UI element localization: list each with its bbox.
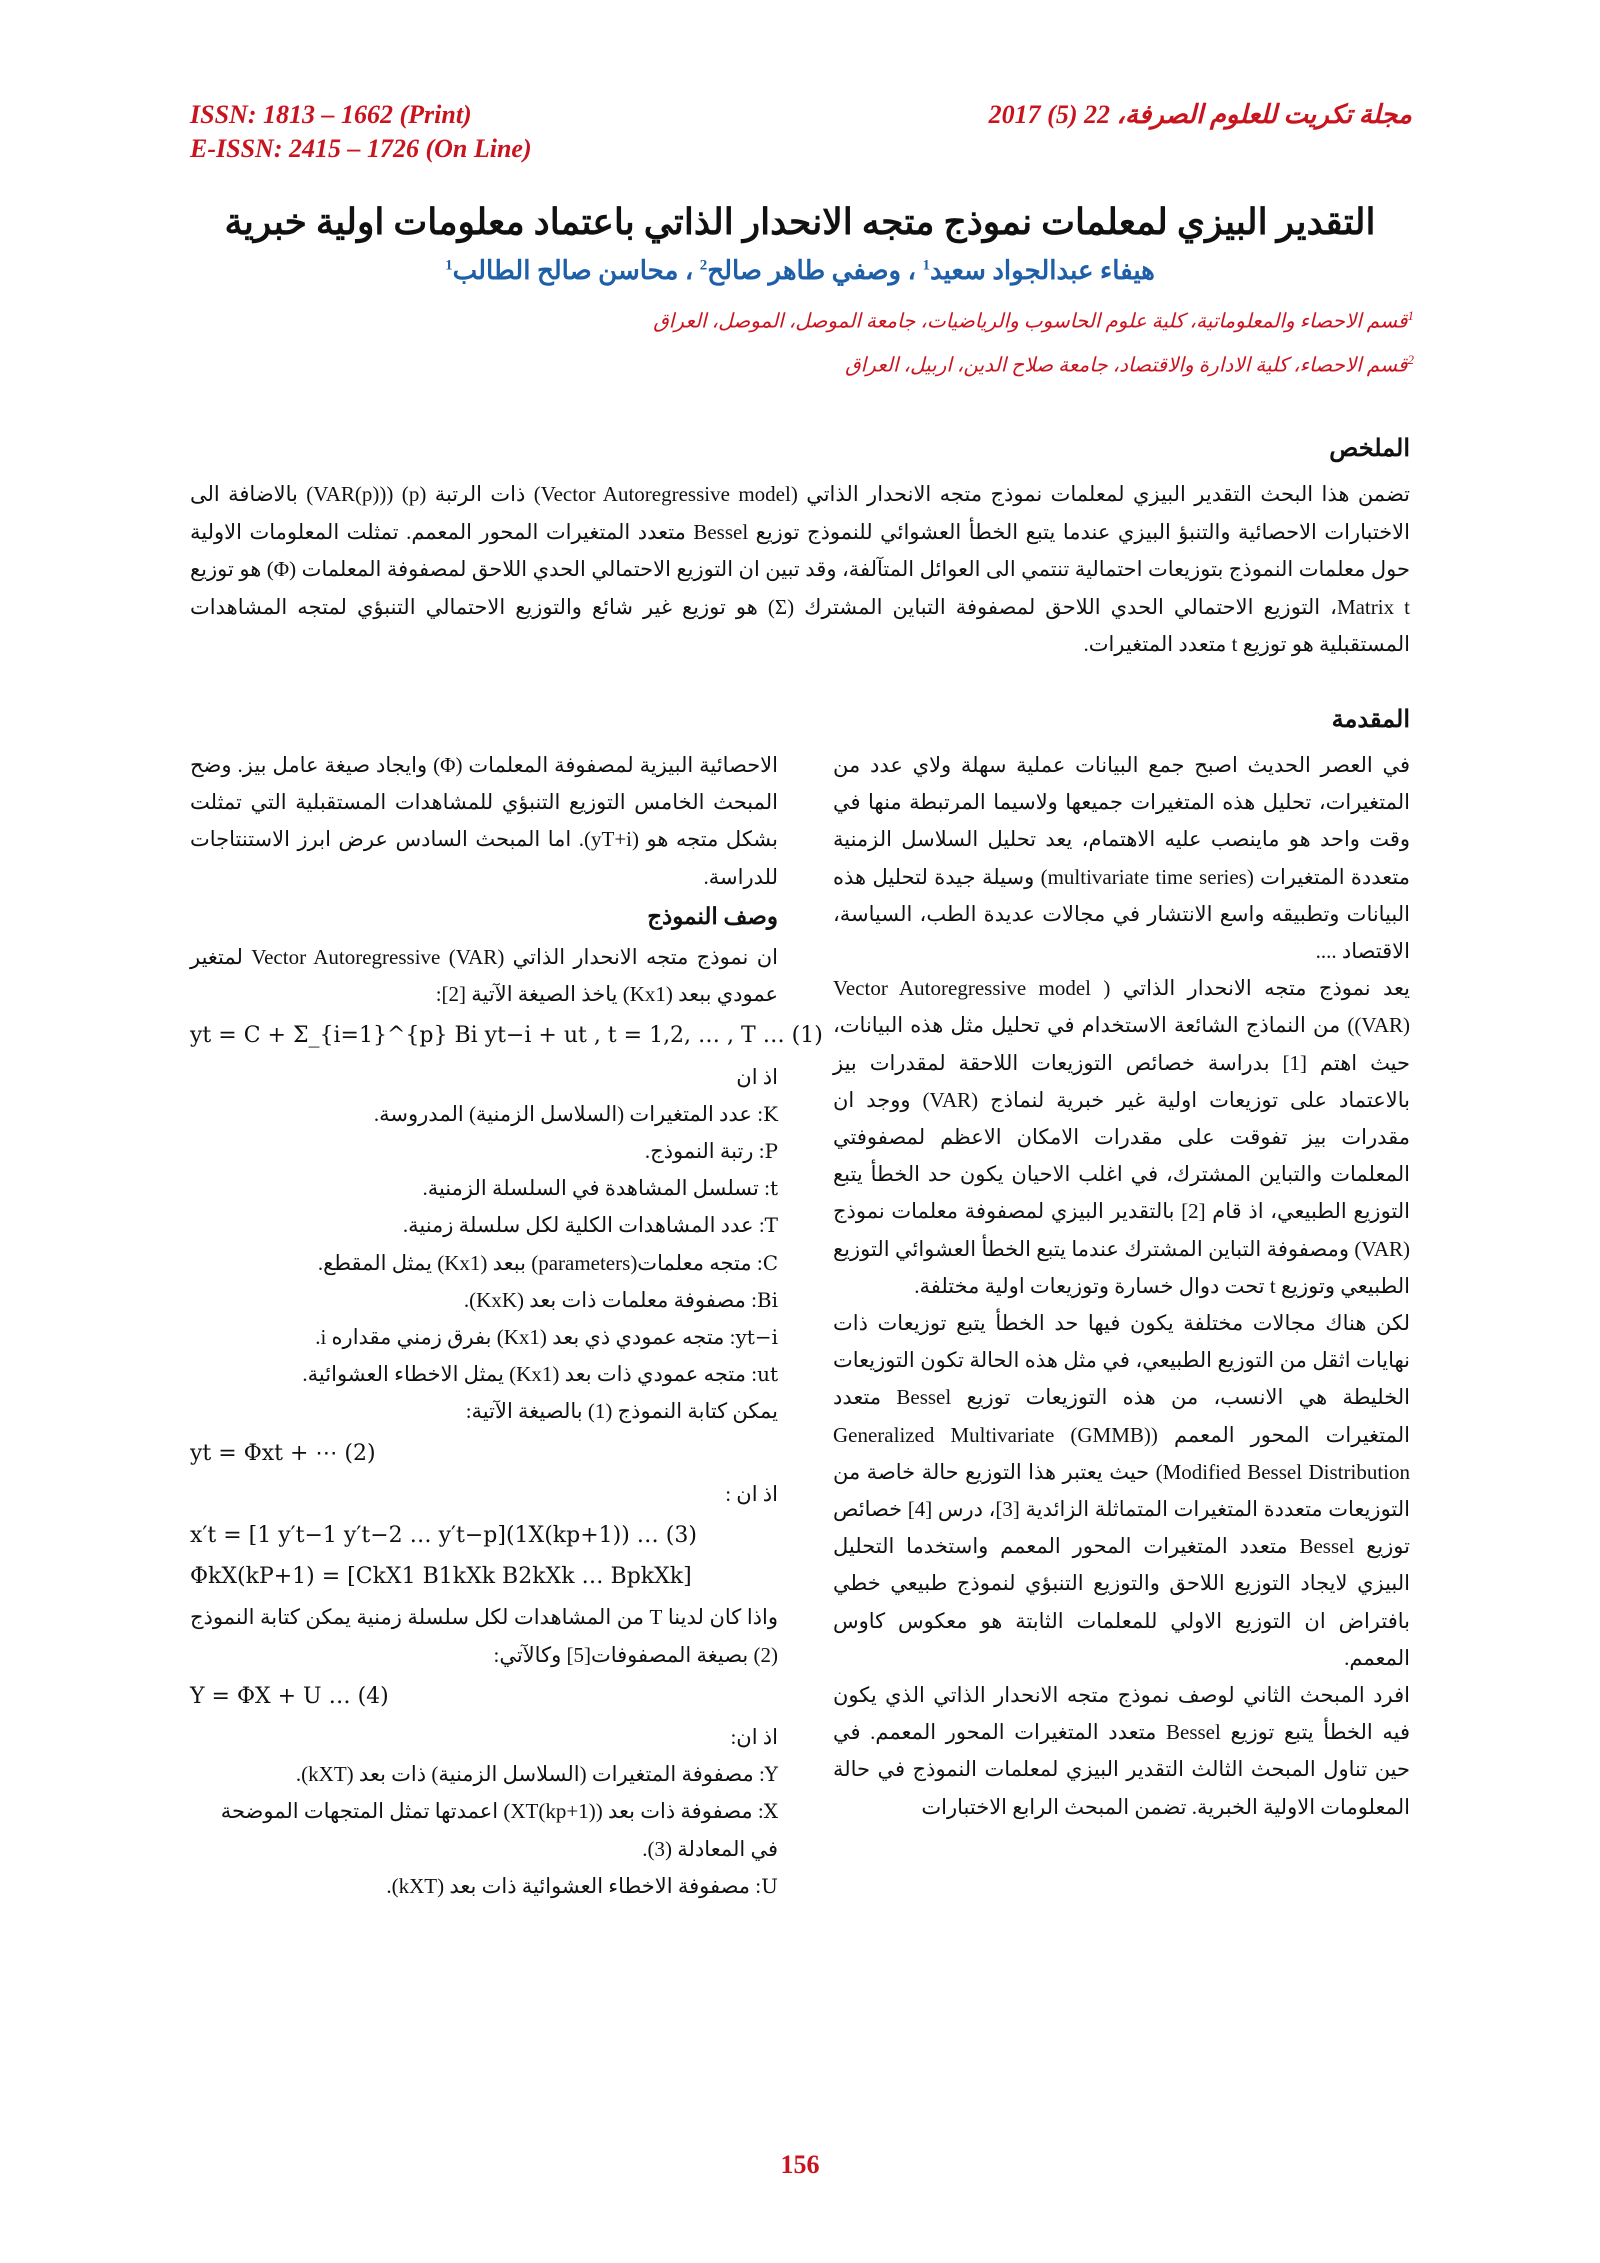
author-1: هيفاء عبدالجواد سعيد <box>930 256 1155 285</box>
equation-3b: ΦkX(kP+1) = [CkX1 B1kXk B2kXk … BpkXk] <box>190 1564 692 1590</box>
journal-citation: مجلة تكريت للعلوم الصرفة، 22 (5) 2017 <box>988 100 1412 129</box>
equation-1: yt = C + Σ_{i=1}^{p} Bi yt−i + ut , t = 1,2, … , T … (1) <box>190 1023 823 1049</box>
author-1-affil: 1 <box>922 257 931 274</box>
author-3-affil: 1 <box>445 257 453 274</box>
definition-symbol: X <box>763 1799 778 1824</box>
definition-text: : رتبة النموذج. <box>644 1139 765 1164</box>
intro-paragraph-1: في العصر الحديث اصبح جمع البيانات عملية سهلة ولاي عدد من المتغيرات، تحليل هذه المتغيرات جميعها ولاسيما المرتبطة منها في وقت واحد هو ماينصب عليه الاهتمام، يعد تحليل السلاسل الزمنية متعددة المتغيرات (multivariate time series) وسيلة جيدة لتحليل هذه البيانات وتطبيقه واسع الانتشار في مجالات عديدة الطب، السياسة، الاقتصاد .... <box>833 753 1410 964</box>
definition-symbol: Y <box>764 1762 778 1787</box>
where-label-2: اذ ان : <box>725 1481 778 1506</box>
definition-item <box>190 1319 778 1356</box>
where-label-1: اذ ان <box>736 1064 778 1089</box>
rewrite-text: يمكن كتابة النموذج (1) بالصيغة الآتية: <box>465 1399 778 1424</box>
definition-text: : مصفوفة ذات بعد ((kp+1)XT) اعمدتها تمثل المتجهات الموضحة في المعادلة (3). <box>220 1799 778 1861</box>
right-column <box>833 747 1410 1826</box>
author-2-affil: 2 <box>699 257 708 274</box>
intro-paragraph-4: افرد المبحث الثاني لوصف نموذج متجه الانحدار الذاتي الذي يكون فيه الخطأ يتبع توزيع Bessel متعدد المتغيرات المحور المعمم. في حين تناول المبحث الثالث التقدير البيزي لمعلمات النموذج في حالة المعلومات الاولية الخبرية. تضمن المبحث الرابع الاختبارات <box>833 1683 1410 1819</box>
definition-item <box>190 1170 778 1207</box>
definition-symbol: t <box>769 1176 778 1201</box>
affiliation-1 <box>653 308 1414 334</box>
paper-title: التقدير البيزي لمعلمات نموذج متجه الانحدار الذاتي باعتماد معلومات اولية خبرية <box>224 202 1376 242</box>
definition-symbol: Bi <box>756 1287 778 1312</box>
author-2: وصفي طاهر صالح <box>707 256 902 285</box>
left-column <box>190 747 823 1905</box>
intro-paragraph-3: لكن هناك مجالات مختلفة يكون فيها حد الخطأ يتبع توزيعات ذات نهايات اثقل من التوزيع الطبيعي، في مثل هذه الحالة تكون التوزيعات الخليطة هي الانسب، من هذه التوزيعات توزيع Bessel متعدد المتغيرات المحور المعمم ((GMMB) Generalized Multivariate Modified Bessel Distribution) حيث يعتبر هذا التوزيع حالة خاصة من التوزيعات متعددة المتغيرات المتماثلة الزائدية [3]، درس [4] خصائص توزيع Bessel متعدد المتغيرات المحور المعمم واستخدما التحليل البيزي لايجاد التوزيع اللاحق والتوزيع التنبؤي لنموذج طبيعي خطي بافتراض ان التوزيع الاولي للمعلمات الثابتة هو معكوس كاوس المعمم. <box>833 1311 1411 1670</box>
definition-text: : متجه عمودي ذي بعد (Kx1) بفرق زمني مقداره i. <box>315 1325 736 1350</box>
definition-symbol: yt−i <box>735 1325 778 1350</box>
page-number: 156 <box>780 2150 820 2179</box>
definition-symbol: U <box>761 1873 778 1898</box>
definitions-list-2 <box>190 1756 778 1905</box>
definition-item <box>190 1282 778 1319</box>
definition-symbol: C <box>762 1250 778 1275</box>
definition-item <box>190 1096 778 1133</box>
definition-text: : عدد المشاهدات الكلية لكل سلسلة زمنية. <box>402 1213 765 1238</box>
definitions-list-1 <box>190 1096 778 1394</box>
abstract-text: تضمن هذا البحث التقدير البيزي لمعلمات نموذج متجه الانحدار الذاتي (Vector Autoregressive model) ذات الرتبة (p) ((VAR(p)) بالاضافة الى الاختبارات الاحصائية والتنبؤ البيزي عندما يتبع الخطأ العشوائي للنموذج توزيع Bessel متعدد المتغيرات المحور المعمم. تمثلت المعلومات الاولية حول معلمات النموذج بتوزيعات احتمالية تنتمي الى العوائل المتآلفة، وقد تبين ان التوزيع الاحتمالي الحدي اللاحق لمصفوفة المعلمات (Φ) هو توزيع Matrix t، التوزيع الاحتمالي الحدي اللاحق لمصفوفة التباين المشترك (Σ) هو توزيع غير شائع والتوزيع الاحتمالي التنبؤي لمتجه المشاهدات المستقبلية هو توزيع t متعدد المتغيرات. <box>190 482 1411 656</box>
definition-symbol: T <box>764 1213 778 1238</box>
definition-item <box>190 1356 778 1393</box>
definition-item <box>190 1133 778 1170</box>
author-separator: ، <box>901 256 923 285</box>
abstract-heading: الملخص <box>1329 436 1410 462</box>
definition-symbol: ut <box>757 1362 778 1387</box>
introduction-heading: المقدمة <box>1331 707 1410 733</box>
definition-item <box>190 1756 778 1793</box>
intro-continuation: الاحصائية البيزية لمصفوفة المعلمات (Φ) وايجاد صيغة عامل بيز. وضح المبحث الخامس التوزيع التنبؤي للمشاهدات المستقبلية التي تمثلت بشكل متجه هو (yT+i). اما المبحث السادس عرض ابرز الاستنتاجات للدراسة. <box>190 753 778 889</box>
definition-item <box>190 1868 778 1905</box>
model-description-heading: وصف النموذج <box>647 903 778 929</box>
definition-text: : عدد المتغيرات (السلاسل الزمنية) المدروسة. <box>373 1101 764 1126</box>
definition-item <box>190 1207 778 1244</box>
definition-text: : متجه عمودي ذات بعد (Kx1) يمثل الاخطاء العشوائية. <box>302 1362 758 1387</box>
equation-4: Y = ΦX + U … (4) <box>190 1683 389 1709</box>
definition-text: : مصفوفة الاخطاء العشوائية ذات بعد (kXT). <box>386 1873 762 1898</box>
equation-2: yt = Φxt + ⋯ (2) <box>190 1440 376 1466</box>
where-label-3: اذ ان: <box>730 1725 778 1750</box>
issn-online: E-ISSN: 2415 – 1726 (On Line) <box>190 134 532 163</box>
model-intro-text: ان نموذج متجه الانحدار الذاتي Vector Autoregressive (VAR) لمتغير عمودي ببعد (Kx1) ياخذ الصيغة الآتية [2]: <box>190 945 778 1007</box>
affiliation-1-text: قسم الاحصاء والمعلوماتية، كلية علوم الحاسوب والرياضيات، جامعة الموصل، الموصل، العراق <box>653 310 1408 333</box>
affiliation-1-sup: 1 <box>1407 308 1414 323</box>
issn-block <box>190 98 532 166</box>
definition-text: : مصفوفة المتغيرات (السلاسل الزمنية) ذات بعد (kXT). <box>295 1762 765 1787</box>
definition-item <box>190 1245 778 1282</box>
affiliation-2-text: قسم الاحصاء، كلية الادارة والاقتصاد، جامعة صلاح الدين، اربيل، العراق <box>845 354 1408 377</box>
definition-symbol: P <box>764 1139 778 1164</box>
affiliation-2-sup: 2 <box>1407 352 1414 367</box>
issn-print: ISSN: 1813 – 1662 (Print) <box>190 100 472 129</box>
author-3: محاسن صالح الطالب <box>452 256 679 285</box>
author-separator: ، <box>678 256 700 285</box>
definition-item <box>190 1793 778 1867</box>
definition-text: : مصفوفة معلمات ذات بعد (KxK). <box>463 1287 757 1312</box>
intro-paragraph-2: يعد نموذج متجه الانحدار الذاتي ( Vector Autoregressive model (VAR)) من النماذج الشائعة الاستخدام في تحليل مثل هذه البيانات، حيث اهتم [1] بدراسة خصائص التوزيعات اللاحقة لمقدرات بيز بالاعتماد على توزيعات اولية غير خبرية لنماذج (VAR) ووجد ان مقدرات بيز تفوقت على مقدرات الامكان الاعظم لمصفوفتي المعلمات والتباين المشترك، في اغلب الاحيان يكون حد الخطأ يتبع التوزيع الطبيعي، اذ قام [2] بالتقدير البيزي لمصفوفة معلمات نموذج (VAR) ومصفوفة التباين المشترك عندما يتبع الخطأ العشوائي التوزيع الطبيعي وتوزيع t تحت دوال خسارة وتوزيعات اولية مختلفة. <box>833 976 1411 1298</box>
matrix-form-intro: واذا كان لدينا T من المشاهدات لكل سلسلة زمنية يمكن كتابة النموذج (2) بصيغة المصفوفات[5] وكالآتي: <box>190 1605 779 1667</box>
equation-3: x′t = [1 y′t−1 y′t−2 … y′t−p](1X(kp+1)) … (3) <box>190 1523 697 1549</box>
definition-text: : تسلسل المشاهدة في السلسلة الزمنية. <box>422 1176 770 1201</box>
definition-text: : متجه معلمات(parameters) ببعد (Kx1) يمثل المقطع. <box>317 1250 763 1275</box>
definition-symbol: K <box>763 1101 778 1126</box>
author-list <box>150 256 1450 286</box>
affiliation-2 <box>845 352 1414 378</box>
